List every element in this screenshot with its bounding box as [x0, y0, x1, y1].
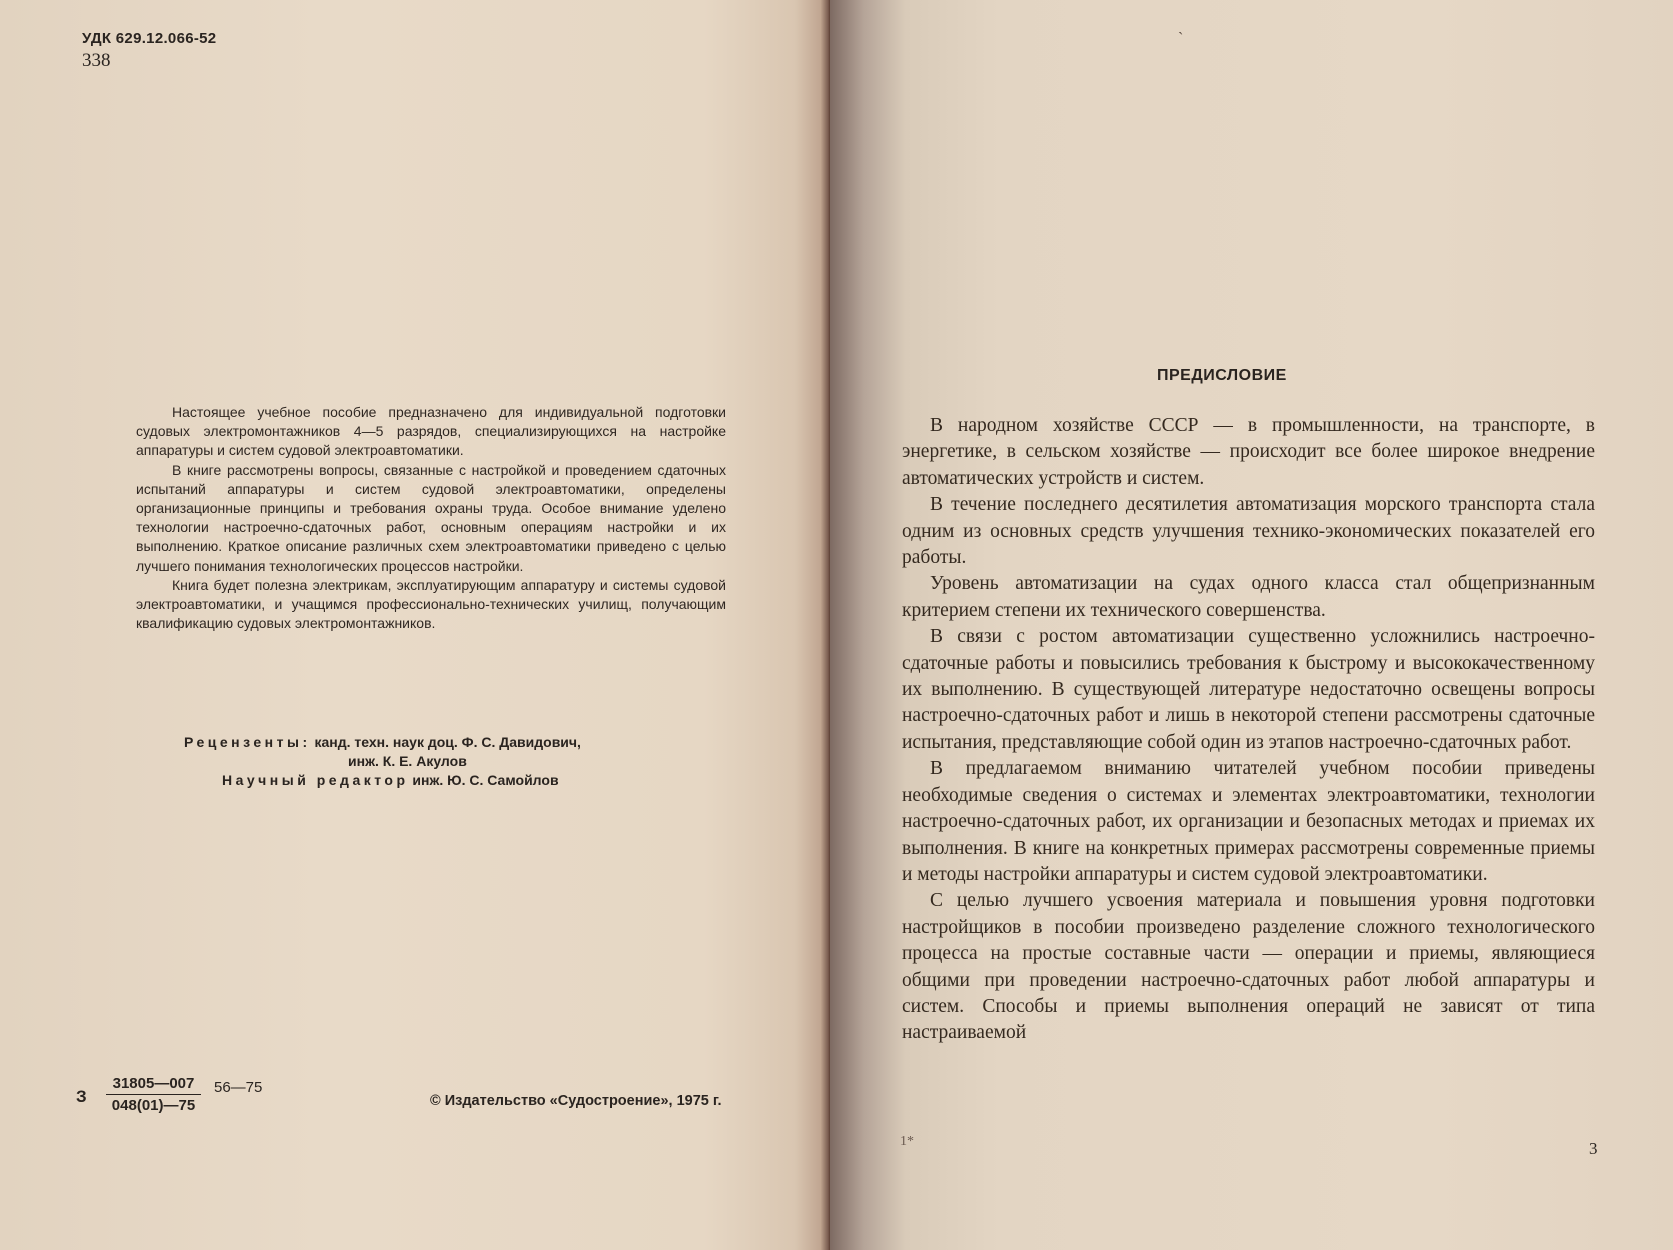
catalog-code: 338	[82, 50, 111, 71]
pencil-mark-icon: ˎ	[1178, 18, 1184, 35]
preface-paragraph: В течение последнего десятилетия автоматизация морского транспорта стала одним из основных средств улучшения технико-экономических показателей его работы.	[902, 494, 1595, 569]
catalog-tail: 56—75	[214, 1079, 263, 1096]
annotation-paragraph: Настоящее учебное пособие предназначено для индивидуальной подготовки судовых электромонтажников 4—5 разрядов, специализирующихся на настройке аппаратуры и систем судовой электроавтоматики.	[136, 404, 726, 459]
preface-paragraph: С целью лучшего усвоения материала и повышения уровня подготовки настройщиков в пособии произведено разделение сложного технологического процесса на простые составные части — операции и приемы, являющиеся общими при проведении настроечно-сдаточных работ любой аппаратуры и систем. Способы и приемы выполнения операций не зависят от типа настраиваемой	[902, 890, 1595, 1044]
editor-line	[184, 771, 744, 790]
catalog-denominator: 048(01)—75	[111, 1097, 196, 1114]
left-page	[0, 0, 828, 1250]
catalog-letter: З	[76, 1087, 87, 1106]
reviewers-label: Рецензенты:	[184, 734, 311, 750]
copyright: © Издательство «Судостроение», 1975 г.	[430, 1093, 722, 1109]
fraction-bar	[106, 1094, 201, 1095]
reviewer-2: инж. К. Е. Акулов	[348, 753, 467, 769]
preface-paragraph: В предлагаемом вниманию читателей учебном пособии приведены необходимые сведения о системах и элементах электроавтоматики, технологии настроечно-сдаточных работ, их организации и безопасных методах и приемах их выполнения. В книге на конкретных примерах рассмотрены современные приемы и методы настройки аппаратуры и систем судовой электроавтоматики.	[902, 758, 1595, 885]
reviewers-line-1	[184, 733, 744, 752]
reviewer-1: канд. техн. наук доц. Ф. С. Давидович,	[314, 734, 581, 750]
footnote-mark: 1*	[900, 1134, 914, 1149]
preface-paragraph: В народном хозяйстве СССР — в промышленности, на транспорте, в энергетике, в сельском хозяйстве — происходит все более широкое внедрение автоматических устройств и систем.	[902, 415, 1595, 489]
preface-title: ПРЕДИСЛОВИЕ	[1157, 367, 1287, 384]
annotation-paragraph: Книга будет полезна электрикам, эксплуатирующим аппаратуру и системы судовой электроавтоматики, и учащимся профессионально-технических училищ, получающим квалификацию судовых электромонтажников.	[136, 576, 726, 632]
preface-paragraph: Уровень автоматизации на судах одного класса стал общепризнанным критерием степени их технического совершенства.	[902, 573, 1595, 621]
annotation-paragraph: В книге рассмотрены вопросы, связанные с настройкой и проведением сдаточных испытаний аппаратуры и систем судовой электроавтоматики, определены организационные принципы и требования охраны труда. Особое внимание уделено технологии настроечно-сдаточных работ, основным операциям настройки и их выполнению. Краткое описание различных схем электроавтоматики приведено с целью лучшего понимания технологических процессов настройки.	[136, 461, 726, 574]
page-number: 3	[1589, 1139, 1598, 1158]
catalog-numerator: 31805—007	[112, 1075, 195, 1092]
annotation	[136, 403, 726, 633]
preface-body	[902, 413, 1595, 1047]
catalog-fraction	[106, 1075, 201, 1114]
preface-paragraph: В связи с ростом автоматизации существенно усложнились настроечно-сдаточные работы и повысились требования к быстрому и высококачественному их выполнению. В существующей литературе недостаточно освещены вопросы настроечно-сдаточных работ и лишь в некоторой степени рассмотрены сдаточные испытания, представляющие собой один из этапов настроечно-сдаточных работ.	[902, 626, 1595, 753]
reviewers-block	[184, 733, 744, 790]
editor-label: Научный редактор	[222, 772, 409, 788]
editor-name: инж. Ю. С. Самойлов	[412, 772, 559, 788]
udk-code: УДК 629.12.066-52	[82, 30, 217, 47]
